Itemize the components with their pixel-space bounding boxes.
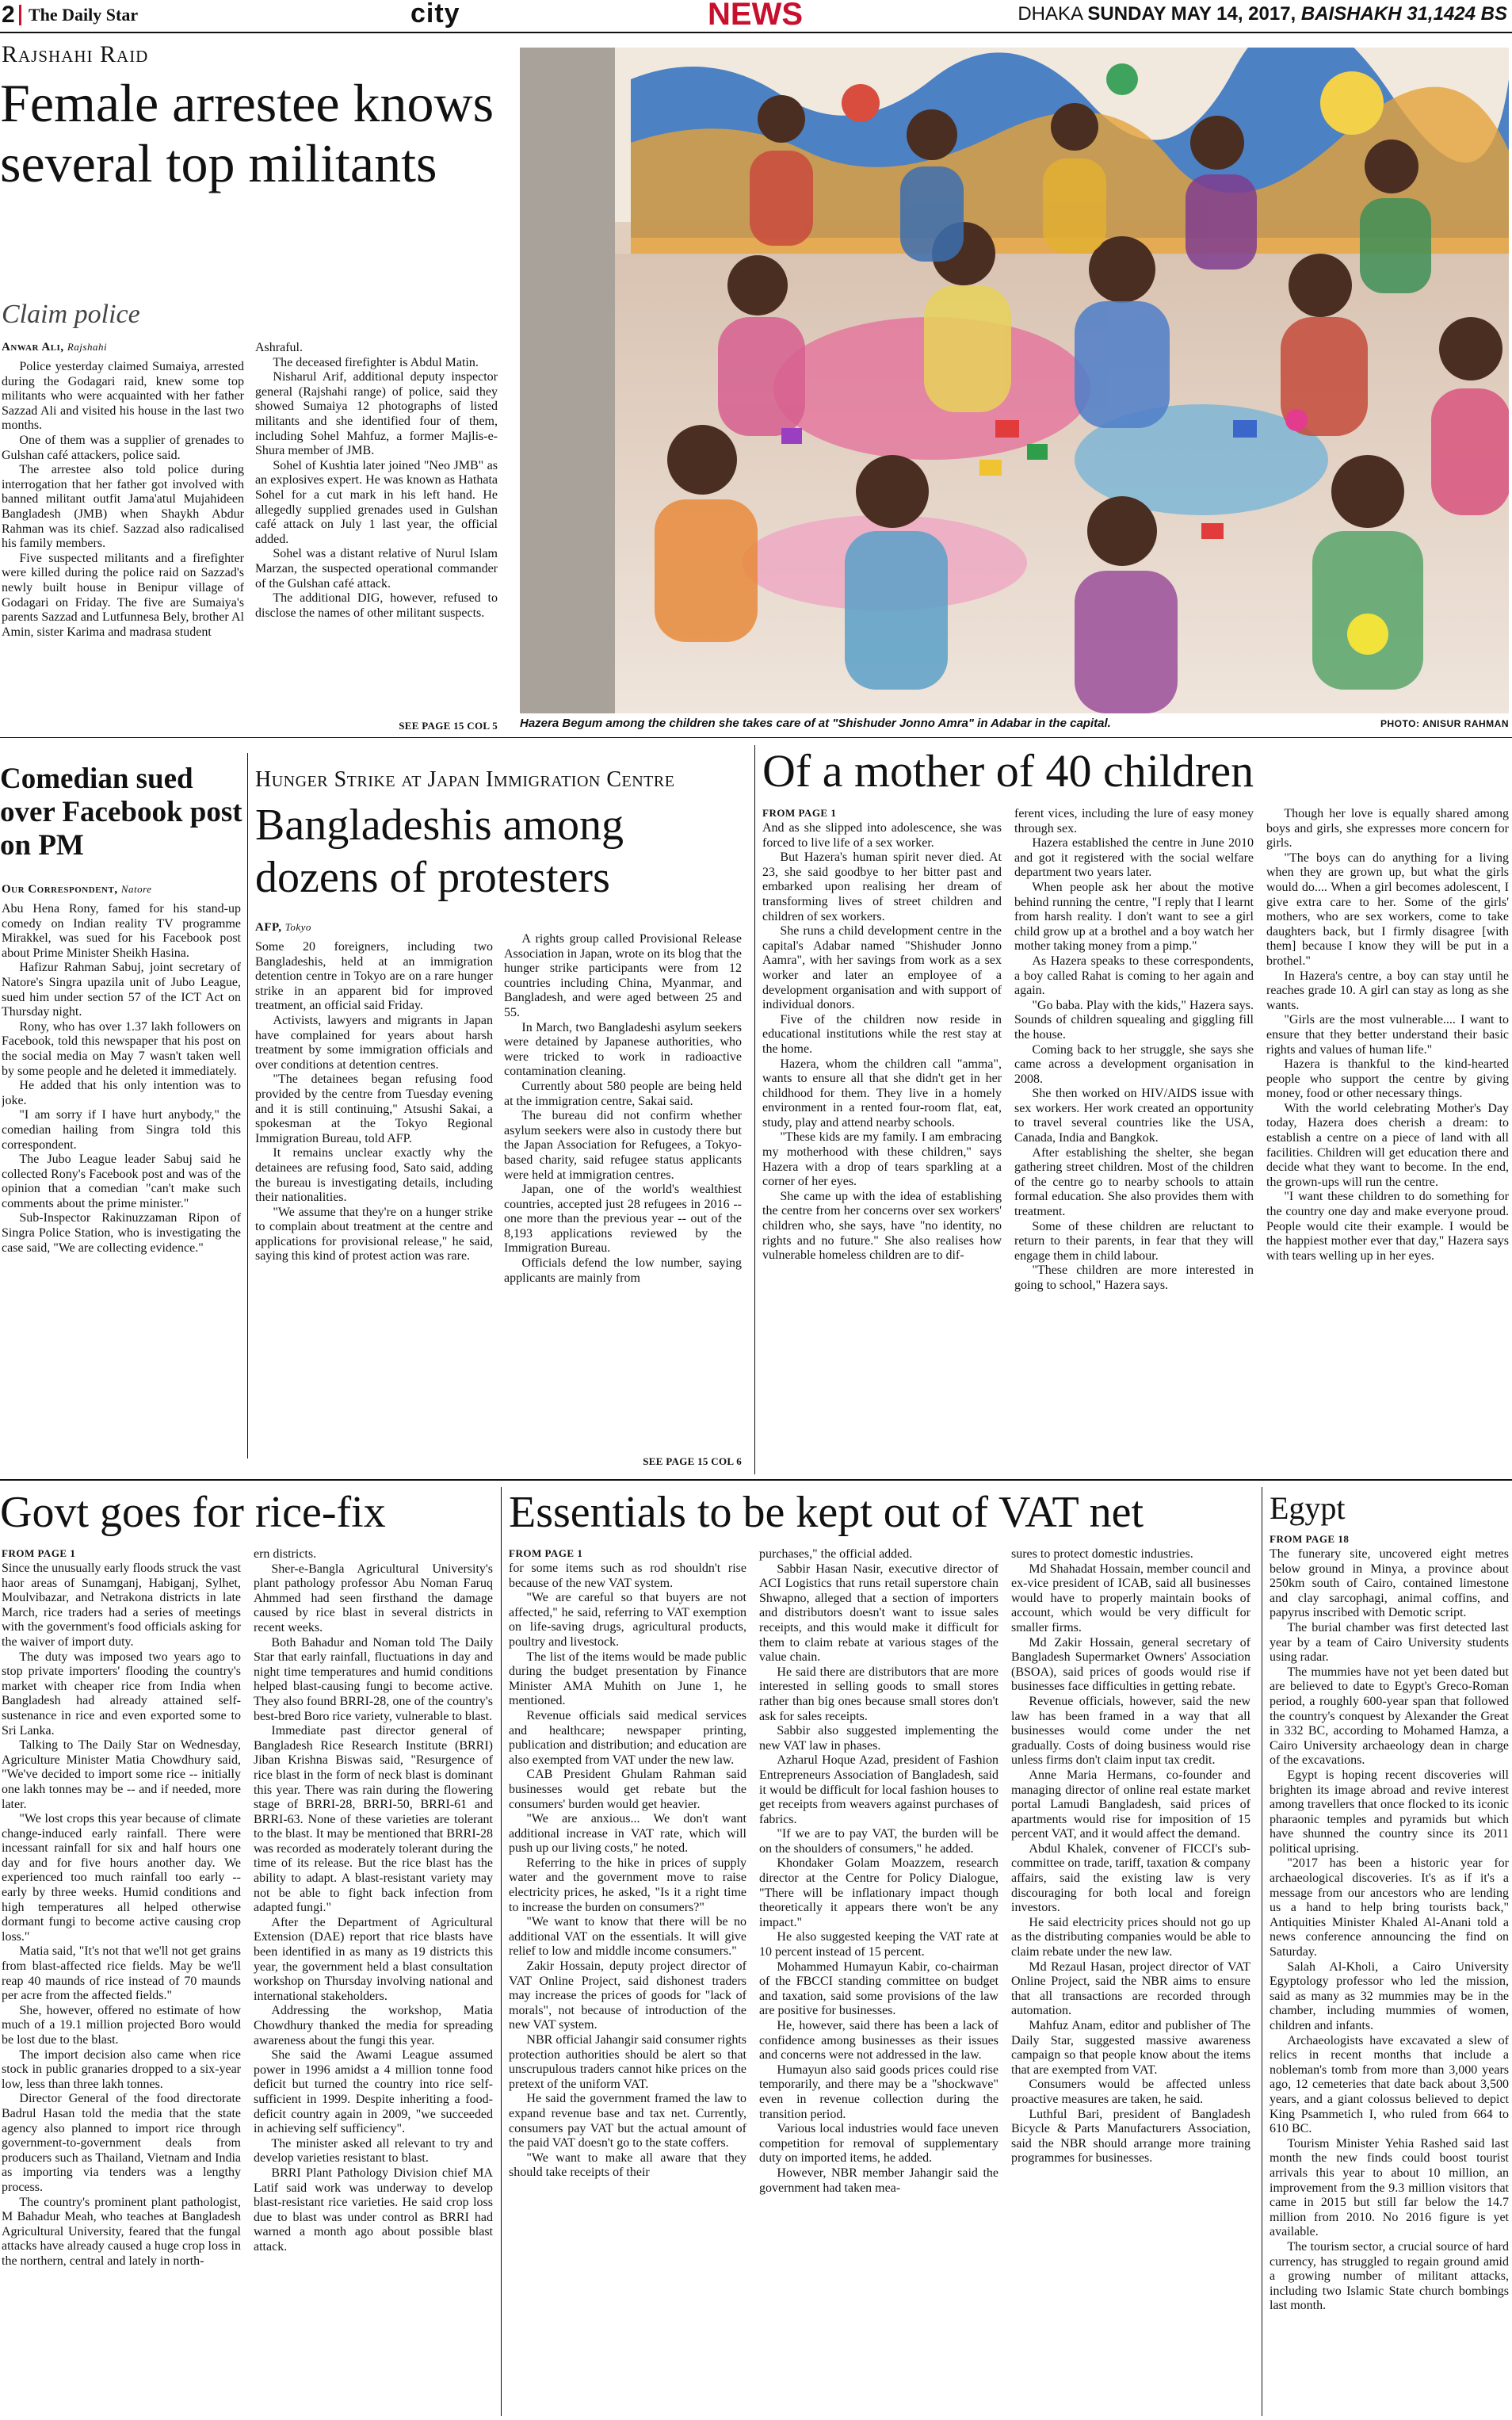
paragraph: "We lost crops this year because of climate change-induced early rainfall. There were incessant rainfall for six and half hours one day and for five hours another day. We experienced too much rainfall too early -- early by three weeks. Humid conditions and high temperatures all helped otherwise dormant fungi to become active causing crop loss."	[2, 1812, 241, 1944]
paragraph: Both Bahadur and Noman told The Daily Star that early rainfall, fluctuations in day and night time temperatures and humid conditions helped blast-causing fungi to become active. They also found BRRI-28, one of the country's best-bred Boro rice variety, vulnerable to blast.	[254, 1635, 493, 1723]
paragraph: "We want to know that there will be no additional VAT on the essentials. It will give relief to low and middle income consumers."	[509, 1915, 746, 1959]
paragraph: He said electricity prices should not go up as the distributing companies would be able to claim rebate under the new law.	[1011, 1915, 1250, 1959]
story2-byline	[2, 883, 151, 897]
paragraph: Immediate past director general of Bangladesh Rice Research Institute (BRRI) Jiban Krishna Biswas said, "Resurgence of rice blast in the form of neck blast is dominant this year. There was rain during the flowering stage of BRRI-28, BRRI-50, BRRI-61 and BRRI-63. None of these varieties are tolerant to the blast. It may be mentioned that BRRI-28 was recorded as moderately tolerant during the time of its release. But the rice blast has the ability to adapt. A blast-resistant variety may not be able to fight back infection from adapted fungi."	[254, 1724, 493, 1915]
paragraph: Currently about 580 people are being held at the immigration centre, Sakai said.	[504, 1079, 742, 1108]
page-number: 2	[2, 2, 15, 28]
paragraph: The import decision also came when rice stock in public granaries dropped to a six-year low, less than three lakh tonnes.	[2, 2047, 241, 2091]
story2-headline: Comedian sued over Facebook post on PM	[0, 763, 242, 862]
paragraph: NBR official Jahangir said consumer rights protection authorities should be alert so that unscrupulous traders cannot hike prices on the pretext of the uniform VAT.	[509, 2033, 746, 2091]
paragraph: But Hazera's human spirit never died. At 23, she said goodbye to her bitter past and embarked upon realising her dream of transforming lives of street children and children of sex workers.	[762, 851, 1002, 923]
paragraph: Director General of the food directorate Badrul Hasan told the media that the state agency also planned to import rice through government-to-government deals from producers such as Thailand, Vietnam and India as importing via tenders was a lengthy process.	[2, 2092, 241, 2194]
paragraph: Hazera established the centre in June 2010 and got it registered with the social welfare department two years later.	[1014, 836, 1254, 880]
header-rule	[0, 32, 1512, 33]
paragraph: She runs a child development centre in the capital's Adabar named "Shishuder Jonno Aamra", with her savings from work as a sex worker and later an employee of a development organisation and with support of individual donors.	[762, 924, 1002, 1012]
paragraph: She then worked on HIV/AIDS issue with sex workers. Her work created an opportunity to travel several countries like the USA, Canada, India and Bangkok.	[1014, 1087, 1254, 1145]
paragraph: Sohel of Kushtia later joined "Neo JMB" as an explosives expert. He was known as Hathata Sohel for a cut mark in his left hand. He allegedly supplied grenades used in Gulshan café attack on July 1 last year, the official added.	[255, 458, 498, 546]
paragraph: Anne Maria Hermans, co-founder and managing director of online real estate market portal Lamudi Bangladesh, said prices of apartments would rise for imposition of 15 percent VAT, and it would affect the demand.	[1011, 1768, 1250, 1841]
paragraph: Sabbir Hasan Nasir, executive director of ACI Logistics that runs retail superstore chain Shwapno, alleged that a section of importers and distributors doesn't want to issue sales receipts, and this would make it difficult for them to claim rebate at various stages of the value chain.	[759, 1562, 998, 1665]
paragraph: Matia said, "It's not that we'll not get grains from blast-affected rice fields. May be we'll reap 40 maunds of rice instead of 70 maunds per acre from the affected fields."	[2, 1944, 241, 2003]
story7-headline: Egypt	[1270, 1490, 1346, 1526]
paragraph: The duty was imposed two years ago to stop private importers' flooding the country's market with cheaper rice from India when Bangladesh had already attained self-sustenance in rice and even exported some to Sri Lanka.	[2, 1650, 241, 1738]
paragraph: The arrestee also told police during interrogation that her father got involved with banned militant outfit Jama'atul Mujahideen Bangladesh (JMB) when Shaykh Abdur Rahman was its chief. Sazzad also radicalised his family members.	[2, 463, 244, 551]
story3-dept-label: Hunger Strike at Japan Immigration Centre	[255, 767, 675, 792]
paragraph: A rights group called Provisional Release Association in Japan, wrote on its blog that the hunger strike participants were from 12 countries including China, Myanmar, and Bangladesh, and were aged between 25 and 55.	[504, 932, 742, 1019]
story1-column	[255, 341, 498, 718]
paragraph: "We are careful so that buyers are not affected," he said, referring to VAT exemption on life-saving drugs, agricultural products, poultry and livestock.	[509, 1591, 746, 1649]
section-name: city	[410, 0, 460, 29]
story3-byline	[255, 921, 311, 935]
paragraph: Md Rezaul Hasan, project director of VAT Online Project, said the NBR aims to ensure that all transactions are recorded through automation.	[1011, 1959, 1250, 2018]
byline-place: Natore	[120, 883, 152, 895]
column-rule	[754, 745, 755, 1474]
paragraph: Tourism Minister Yehia Rashed said last month the new finds could boost tourist arrivals this year to about 10 million, an improvement from the 9.3 million visitors that came in 2015 but still far below the 14.7 million from 2010. No 2016 figure is yet available.	[1270, 2136, 1509, 2239]
story3-continued: SEE PAGE 15 COL 6	[643, 1455, 742, 1467]
story1-dept-label: Rajshahi Raid	[2, 41, 149, 67]
paragraph: "2017 has been a historic year for archaeological discoveries. It's as if it's a message from our ancestors who are lending us a hand to help bring tourists back," Antiquities Minister Khaled Al-Anani told a news conference announcing the find on Saturday.	[1270, 1856, 1509, 1959]
paragraph: Officials defend the low number, saying applicants are mainly from	[504, 1256, 742, 1285]
dateline-date: SUNDAY MAY 14, 2017,	[1087, 3, 1296, 25]
paragraph: Addressing the workshop, Matia Chowdhury thanked the media for spreading awareness about the fungi this year.	[254, 2004, 493, 2047]
children-photo-illustration	[520, 48, 1509, 713]
story1-headline: Female arrestee knows several top militants	[0, 73, 494, 193]
story6-column	[509, 1562, 746, 2418]
paragraph: The deceased firefighter is Abdul Matin.	[273, 355, 479, 369]
paragraph: Humayun also said goods prices could rise temporarily, and there may be a "shockwave" even in revenue collection during the transition period.	[759, 2063, 998, 2121]
story5-headline: Govt goes for rice-fix	[0, 1488, 386, 1537]
paragraph: Some 20 foreigners, including two Bangladeshis, held at an immigration detention centre in Tokyo are on a rare hunger strike in an apparent bid for improved treatment, an official said Friday.	[255, 940, 493, 1013]
photo-credit: PHOTO: ANISUR RAHMAN	[1380, 718, 1509, 729]
category-label: NEWS	[708, 0, 803, 32]
story4-headline: Of a mother of 40 children	[762, 745, 1254, 797]
paragraph: Various local industries would face uneven competition for removal of supplementary duty on imported items, he added.	[759, 2122, 998, 2166]
paragraph: for some items such as rod shouldn't rise because of the new VAT system.	[509, 1562, 746, 1590]
paragraph: It remains unclear exactly why the detainees are refusing food, Sato said, adding the bureau is investigating details, including their nationalities.	[255, 1146, 493, 1205]
paragraph: "We assume that they're on a hunger strike to complain about treatment at the centre and applications for provisional release," he said, saying this kind of protest action was rare.	[255, 1205, 493, 1264]
lead-photo	[520, 48, 1509, 713]
photo-caption: Hazera Begum among the children she takes care of at "Shishuder Jonno Amra" in Adabar in the capital.	[520, 717, 1111, 730]
byline-name: Our Correspondent,	[2, 883, 118, 896]
story3-headline: Bangladeshis among dozens of protesters	[255, 801, 624, 902]
paragraph: BRRI Plant Pathology Division chief MA Latif said work was underway to develop blast-resistant rice varieties. He said crop loss due to blast was under control as BRRI had warned a month ago about possible blast attack.	[254, 2166, 493, 2254]
paragraph: As Hazera speaks to these correspondents, a boy called Rahat is coming to her again and again.	[1014, 954, 1254, 998]
paragraph: However, NBR member Jahangir said the government had taken mea-	[759, 2166, 998, 2195]
byline-name: AFP,	[255, 921, 282, 934]
paragraph: Ashraful.	[255, 341, 303, 354]
story5-column	[2, 1562, 241, 2418]
paragraph: Egypt is hoping recent discoveries will brighten its image abroad and revive interest among travellers that once flocked to its iconic pharaonic temples and pyramids but which have shunned the country since its 2011 political uprising.	[1270, 1768, 1509, 1856]
paragraph: The list of the items would be made public during the budget presentation by Finance Minister AMA Muhith on June 1, he mentioned.	[509, 1650, 746, 1708]
paragraph: The additional DIG, however, refused to disclose the names of other militant suspects.	[255, 591, 498, 620]
paragraph: Talking to The Daily Star on Wednesday, Agriculture Minister Matia Chowdhury said, "We've decided to import some rice -- initially one lakh tonnes may be -- and if needed, more later.	[2, 1738, 241, 1811]
column-rule	[247, 753, 248, 1458]
paragraph: He said the government framed the law to expand revenue base and tax net. Currently, consumers pay VAT but the actual amount of the paid VAT doesn't go to the state coffers.	[509, 2092, 746, 2150]
paragraph: She said the Awami League assumed power in 1996 amidst a 4 million tonne food deficit but turned the country into rice self-sufficient in 1999. Despite inheriting a food-deficit country again in 2009, "we succeeded in achieving self sufficiency".	[254, 2048, 493, 2136]
paragraph: "We want to make all aware that they should take receipts of their	[509, 2150, 746, 2180]
paragraph: Mohammed Humayun Kabir, co-chairman of the FBCCI standing committee on budget and taxation, said some provisions of the law are positive for businesses.	[759, 1959, 998, 2018]
page-number-rule	[19, 5, 21, 25]
story1-column	[2, 360, 244, 732]
paragraph: CAB President Ghulam Rahman said businesses would get rebate but the consumers' burden would get heavier.	[509, 1768, 746, 1811]
byline-name: Anwar Ali,	[2, 341, 64, 354]
story6-headline: Essentials to be kept out of VAT net	[509, 1488, 1144, 1537]
paragraph: Sohel was a distant relative of Nurul Islam Marzan, the suspected operational commander of the Gulshan café attack.	[255, 547, 498, 591]
page-header	[0, 0, 1512, 30]
story6-column	[759, 1547, 998, 2418]
paragraph: She came up with the idea of establishing the centre from her concerns over sex workers' children who, she says, have "no identity, no rights and no future." She also realises how vulnerable homeless children are to dif-	[762, 1189, 1002, 1263]
paragraph: The funerary site, uncovered eight metres below ground in Minya, a province about 250km south of Cairo, contained limestone and clay sarcophagi, animal coffins, and papyrus inscribed with Demotic script.	[1270, 1547, 1509, 1620]
paragraph: ferent vices, including the lure of easy money through sex.	[1014, 807, 1254, 835]
paragraph: The mummies have not yet been dated but are believed to date to Egypt's Greco-Roman period, a roughly 600-year span that followed the country's conquest by Alexander the Great in 332 BC, according to Mohamed Hamza, a Cairo University archaeology dean in charge of the excavations.	[1270, 1665, 1509, 1768]
paragraph: Five of the children now reside in educational institutions while the rest stay at the home.	[762, 1012, 1002, 1056]
paragraph: Japan, one of the world's wealthiest countries, accepted just 28 refugees in 2016 -- one more than the previous year -- out of the 8,193 applications reviewed by the Immigration Bureau.	[504, 1183, 742, 1256]
paragraph: And as she slipped into adolescence, she was forced to live life of a sex worker.	[762, 821, 1002, 850]
story1-subhead: Claim police	[2, 300, 140, 329]
story4-column	[1014, 807, 1254, 1473]
paragraph: He added that his only intention was to joke.	[2, 1079, 241, 1107]
paragraph: The tourism sector, a crucial source of hard currency, has struggled to regain ground amid a growing number of militant attacks, including two Islamic State church bombings last month.	[1270, 2239, 1509, 2313]
story6-column	[1011, 1547, 1250, 2418]
paragraph: Police yesterday claimed Sumaiya, arrested during the Godagari raid, knew some top militants who were acquainted with her father Sazzad Ali and visited his house in the last two months.	[2, 360, 244, 433]
story4-column	[1266, 807, 1509, 1473]
paragraph: The country's prominent plant pathologist, M Bahadur Meah, who teaches at Bangladesh Agricultural University, feared that the fungal attacks have already caused a huge crop loss in the northern, central and lately in north-	[2, 2195, 241, 2268]
paragraph: Hafizur Rahman Sabuj, joint secretary of Natore's Singra upazila unit of Jubo League, sued him under section 57 of the ICT Act on Thursday night.	[2, 961, 241, 1019]
paragraph: Mahfuz Anam, editor and publisher of The Daily Star, suggested massive awareness campaign so that people know about the items that are exempted from VAT.	[1011, 2019, 1250, 2077]
story1-byline	[2, 341, 107, 354]
paragraph: "Girls are the most vulnerable.... I want to ensure that they better understand their basic rights and values of human life."	[1266, 1013, 1509, 1057]
paragraph: He, however, said there has been a lack of confidence among businesses as their issues and concerns were not addressed in the law.	[759, 2019, 998, 2063]
byline-place: Rajshahi	[67, 341, 108, 353]
paragraph: Sub-Inspector Rakinuzzaman Ripon of Singra Police Station, who is investigating the case said, "We are collecting evidence."	[2, 1211, 241, 1255]
dateline	[1018, 3, 1507, 25]
dateline-bangla: BAISHAKH 31,1424 BS	[1300, 3, 1507, 25]
paragraph: After establishing the shelter, she began gathering street children. Most of the children of the centre go to nearby schools to attain formal education. She also provides them with treatment.	[1014, 1145, 1254, 1219]
section-divider	[0, 1479, 1512, 1481]
paragraph: Salah Al-Kholi, a Cairo University Egyptology professor who led the mission, said as many as 32 mummies may be in the chamber, including mummies of women, children and infants.	[1270, 1959, 1509, 2032]
paragraph: Activists, lawyers and migrants in Japan have complained for years about harsh treatment by some immigration officials and over conditions at detention centres.	[255, 1013, 493, 1072]
paragraph: The bureau did not confirm whether asylum seekers were also in custody there but the Japan Association for Refugees, a Tokyo-based charity, said refugee status applicants were held at immigration centres.	[504, 1109, 742, 1182]
paragraph: Consumers would be affected unless proactive measures are taken, he said.	[1011, 2078, 1250, 2106]
paragraph: Zakir Hossain, deputy project director of VAT Online Project, said dishonest traders may increase the prices of goods for "lack of morals", not because of introduction of the new VAT system.	[509, 1959, 746, 2032]
paragraph: Revenue officials said medical services and healthcare; newspaper printing, publication and distribution; and education are also exempted from VAT under the new law.	[509, 1708, 746, 1767]
story5-column	[254, 1547, 493, 2418]
paragraph: In Hazera's centre, a boy can stay until he reaches grade 10. A girl can stay as long as she wants.	[1266, 969, 1509, 1012]
paragraph: Since the unusually early floods struck the vast haor areas of Sunamganj, Habiganj, Sylhet, Moulvibazar, and Netrakona districts in late March, rice traders had a series of meetings with the government's food officials asking for the waiver of import duty.	[2, 1562, 241, 1649]
paragraph: Referring to the hike in prices of supply water and the government move to raise electricity prices, he asked, "Is it a right time to increase the burden on consumers?"	[509, 1856, 746, 1914]
paragraph: Though her love is equally shared among boys and girls, she expresses more concern for girls.	[1266, 807, 1509, 851]
paragraph: "We are anxious... We don't want additional increase in VAT rate, which will push up our living costs," he noted.	[509, 1812, 746, 1856]
paragraph: When people ask her about the motive behind running the centre, "I reply that I learnt from harsh reality. I don't want to see a girl child grow up at a brothel and a boy watch her mother taking money from a pimp."	[1014, 880, 1254, 954]
story4-from-page: FROM PAGE 1	[762, 807, 837, 819]
paragraph: After the Department of Agricultural Extension (DAE) report that rice blasts have been identified in as many as 19 districts this year, the government held a blast consultation workshop on Thursday involving national and international stakeholders.	[254, 1915, 493, 2003]
paragraph: The minister asked all relevant to try and develop varieties resistant to blast.	[254, 2136, 493, 2166]
paragraph: Hazera is thankful to the kind-hearted people who support the centre by giving money, food or other necessary things.	[1266, 1057, 1509, 1101]
paragraph: In March, two Bangladeshi asylum seekers were detained by Japanese authorities, who were tricked to work in radioactive contamination cleaning.	[504, 1020, 742, 1079]
dateline-city: DHAKA	[1018, 3, 1082, 25]
story4-column	[762, 821, 1002, 1473]
paper-name: The Daily Star	[29, 5, 139, 25]
paragraph: Five suspected militants and a firefighter were killed during the police raid on Sazzad's newly built house in Benipur village of Godagari on Friday. The five are Sumaiya's parents Sazzad and Lutfunnesa Bely, brother Al Amin, sister Karima and madrasa student	[2, 551, 244, 639]
paragraph: The burial chamber was first detected last year by a team of Cairo University students using radar.	[1270, 1620, 1509, 1665]
story2-column	[2, 902, 241, 1468]
story3-column	[504, 932, 742, 1454]
story1-continued: SEE PAGE 15 COL 5	[399, 720, 498, 732]
paragraph: "These children are more interested in going to school," Hazera says.	[1014, 1264, 1254, 1292]
paragraph: "The detainees began refusing food provided by the centre from Tuesday evening and it is still continuing," Atsushi Sakai, a spokesman at the Tokyo Regional Immigration Bureau, told AFP.	[255, 1072, 493, 1145]
paragraph: Abdul Khalek, convener of FICCI's sub-committee on trade, tariff, taxation & company affairs, said the existing law is very discouraging for both local and foreign investors.	[1011, 1841, 1250, 1915]
section-divider	[0, 737, 1512, 738]
paragraph: Sher-e-Bangla Agricultural University's plant pathology professor Abu Noman Faruq Ahmmed had seen firsthand the damage caused by rice blast in several districts in recent weeks.	[254, 1562, 493, 1634]
paragraph: Hazera, whom the children call "amma", wants to ensure all that she didn't get in her childhood for them. They live in a homely environment in a rented four-room flat, eat, study, play and attend nearby schools.	[762, 1057, 1002, 1130]
paragraph: Archaeologists have excavated a slew of relics in recent months that include a nobleman's tomb from more than 3,000 years ago, 12 cemeteries that date back about 3,500 years, and a giant colossus believed to depict King Psammetich I, who ruled from 664 to 610 BC.	[1270, 2033, 1509, 2136]
paragraph: Rony, who has over 1.37 lakh followers on Facebook, told this newspaper that his post on the social media on May 7 wasn't taken well by some people and he deleted it immediately.	[2, 1019, 241, 1078]
paragraph: He said there are distributors that are more interested in selling goods to small stores rather than big ones because small stores don't ask for sales receipts.	[759, 1665, 998, 1723]
paragraph: One of them was a supplier of grenades to Gulshan café attackers, police said.	[2, 433, 244, 462]
paragraph: Luthful Bari, president of Bangladesh Bicycle & Parts Manufacturers Association, said the NBR should arrange more training programmes for businesses.	[1011, 2107, 1250, 2166]
paragraph: Revenue officials, however, said the new law has been framed in a way that all businesses would come under the net gradually. Costs of doing business would rise unless firms don't claim input tax credit.	[1011, 1694, 1250, 1768]
paragraph: With the world celebrating Mother's Day today, Hazera does cherish a dream: to establish a centre on a piece of land with all facilities. Children will get education there and decide what they want to become. In the end, the grown-ups will run the centre.	[1266, 1101, 1509, 1189]
paragraph: sures to protect domestic industries.	[1011, 1547, 1193, 1561]
paragraph: He also suggested keeping the VAT rate at 10 percent instead of 15 percent.	[759, 1930, 998, 1959]
paragraph: Coming back to her struggle, she says she came across a development organisation in 2008.	[1014, 1042, 1254, 1086]
byline-place: Tokyo	[284, 921, 311, 933]
story7-from-page: FROM PAGE 18	[1270, 1533, 1350, 1545]
paragraph: "These kids are my family. I am embracing my motherhood with these children," says Hazera with a drop of tears sparkling at a corner of her eyes.	[762, 1130, 1002, 1189]
paragraph: Sabbir also suggested implementing the new VAT law in phases.	[759, 1724, 998, 1753]
paragraph: "If we are to pay VAT, the burden will be on the shoulders of consumers," he added.	[759, 1827, 998, 1856]
paragraph: "The boys can do anything for a living when they are grown up, but what the girls would do.... When a girl becomes adolescent, I give extra care to her. Some of the girls' mothers, who are sex workers, come to take daughters back, but I firmly disagree [with them] because I know they will be put in a brothel."	[1266, 851, 1509, 968]
paragraph: Md Shahadat Hossain, member council and ex-vice president of ICAB, said all businesses would have to properly maintain books of account, which would be very difficult for smaller firms.	[1011, 1562, 1250, 1634]
paragraph: Some of these children are reluctant to return to their parents, in fear that they will engage them in child labour.	[1014, 1219, 1254, 1263]
paragraph: "I am sorry if I have hurt anybody," the comedian hailing from Singra told this correspondent.	[2, 1108, 241, 1152]
paragraph: Abu Hena Rony, famed for his stand-up comedy on Indian reality TV programme Mirakkel, was sued for his Facebook post about Prime Minister Sheikh Hasina.	[2, 902, 241, 960]
story7-column	[1270, 1547, 1509, 2418]
paragraph: The Jubo League leader Sabuj said he collected Rony's Facebook post and was of the opinion that a comedian "can't make such comments about the prime minister."	[2, 1153, 241, 1210]
paragraph: "Go baba. Play with the kids," Hazera says. Sounds of children squealing and giggling fill the house.	[1014, 998, 1254, 1042]
paragraph: Nisharul Arif, additional deputy inspector general (Rajshahi range) of police, said they showed Sumaiya 12 photographs of listed militants and she identified four of them, including Sohel Mahfuz, a former Majlis-e-Shura member of JMB.	[255, 370, 498, 458]
story3-column	[255, 940, 493, 1476]
paragraph: Azharul Hoque Azad, president of Fashion Entrepreneurs Association of Bangladesh, said it would be difficult for local fashion houses to get receipts from weavers against purchases of fabrics.	[759, 1753, 998, 1826]
column-rule	[501, 1487, 502, 2416]
paragraph: "I want these children to do something for the country one day and make everyone proud. People would cite their example. I would be the happiest mother ever that day," Hazera says with tears welling up in her eyes.	[1266, 1190, 1509, 1263]
paragraph: She, however, offered no estimate of how much of a 19.1 million projected Boro would be lost due to the blast.	[2, 2003, 241, 2047]
paragraph: Khondaker Golam Moazzem, research director at the Centre for Policy Dialogue, "There will be inflationary impact though theoretically it appears there won't be any impact."	[759, 1856, 998, 1929]
story5-from-page: FROM PAGE 1	[2, 1547, 76, 1559]
paragraph: ern districts.	[254, 1547, 317, 1561]
paragraph: purchases," the official added.	[759, 1547, 913, 1561]
paragraph: Md Zakir Hossain, general secretary of Bangladesh Supermarket Owners' Association (BSOA), said prices of goods would rise if businesses face difficulties in getting rebate.	[1011, 1635, 1250, 1694]
story6-from-page: FROM PAGE 1	[509, 1547, 583, 1559]
